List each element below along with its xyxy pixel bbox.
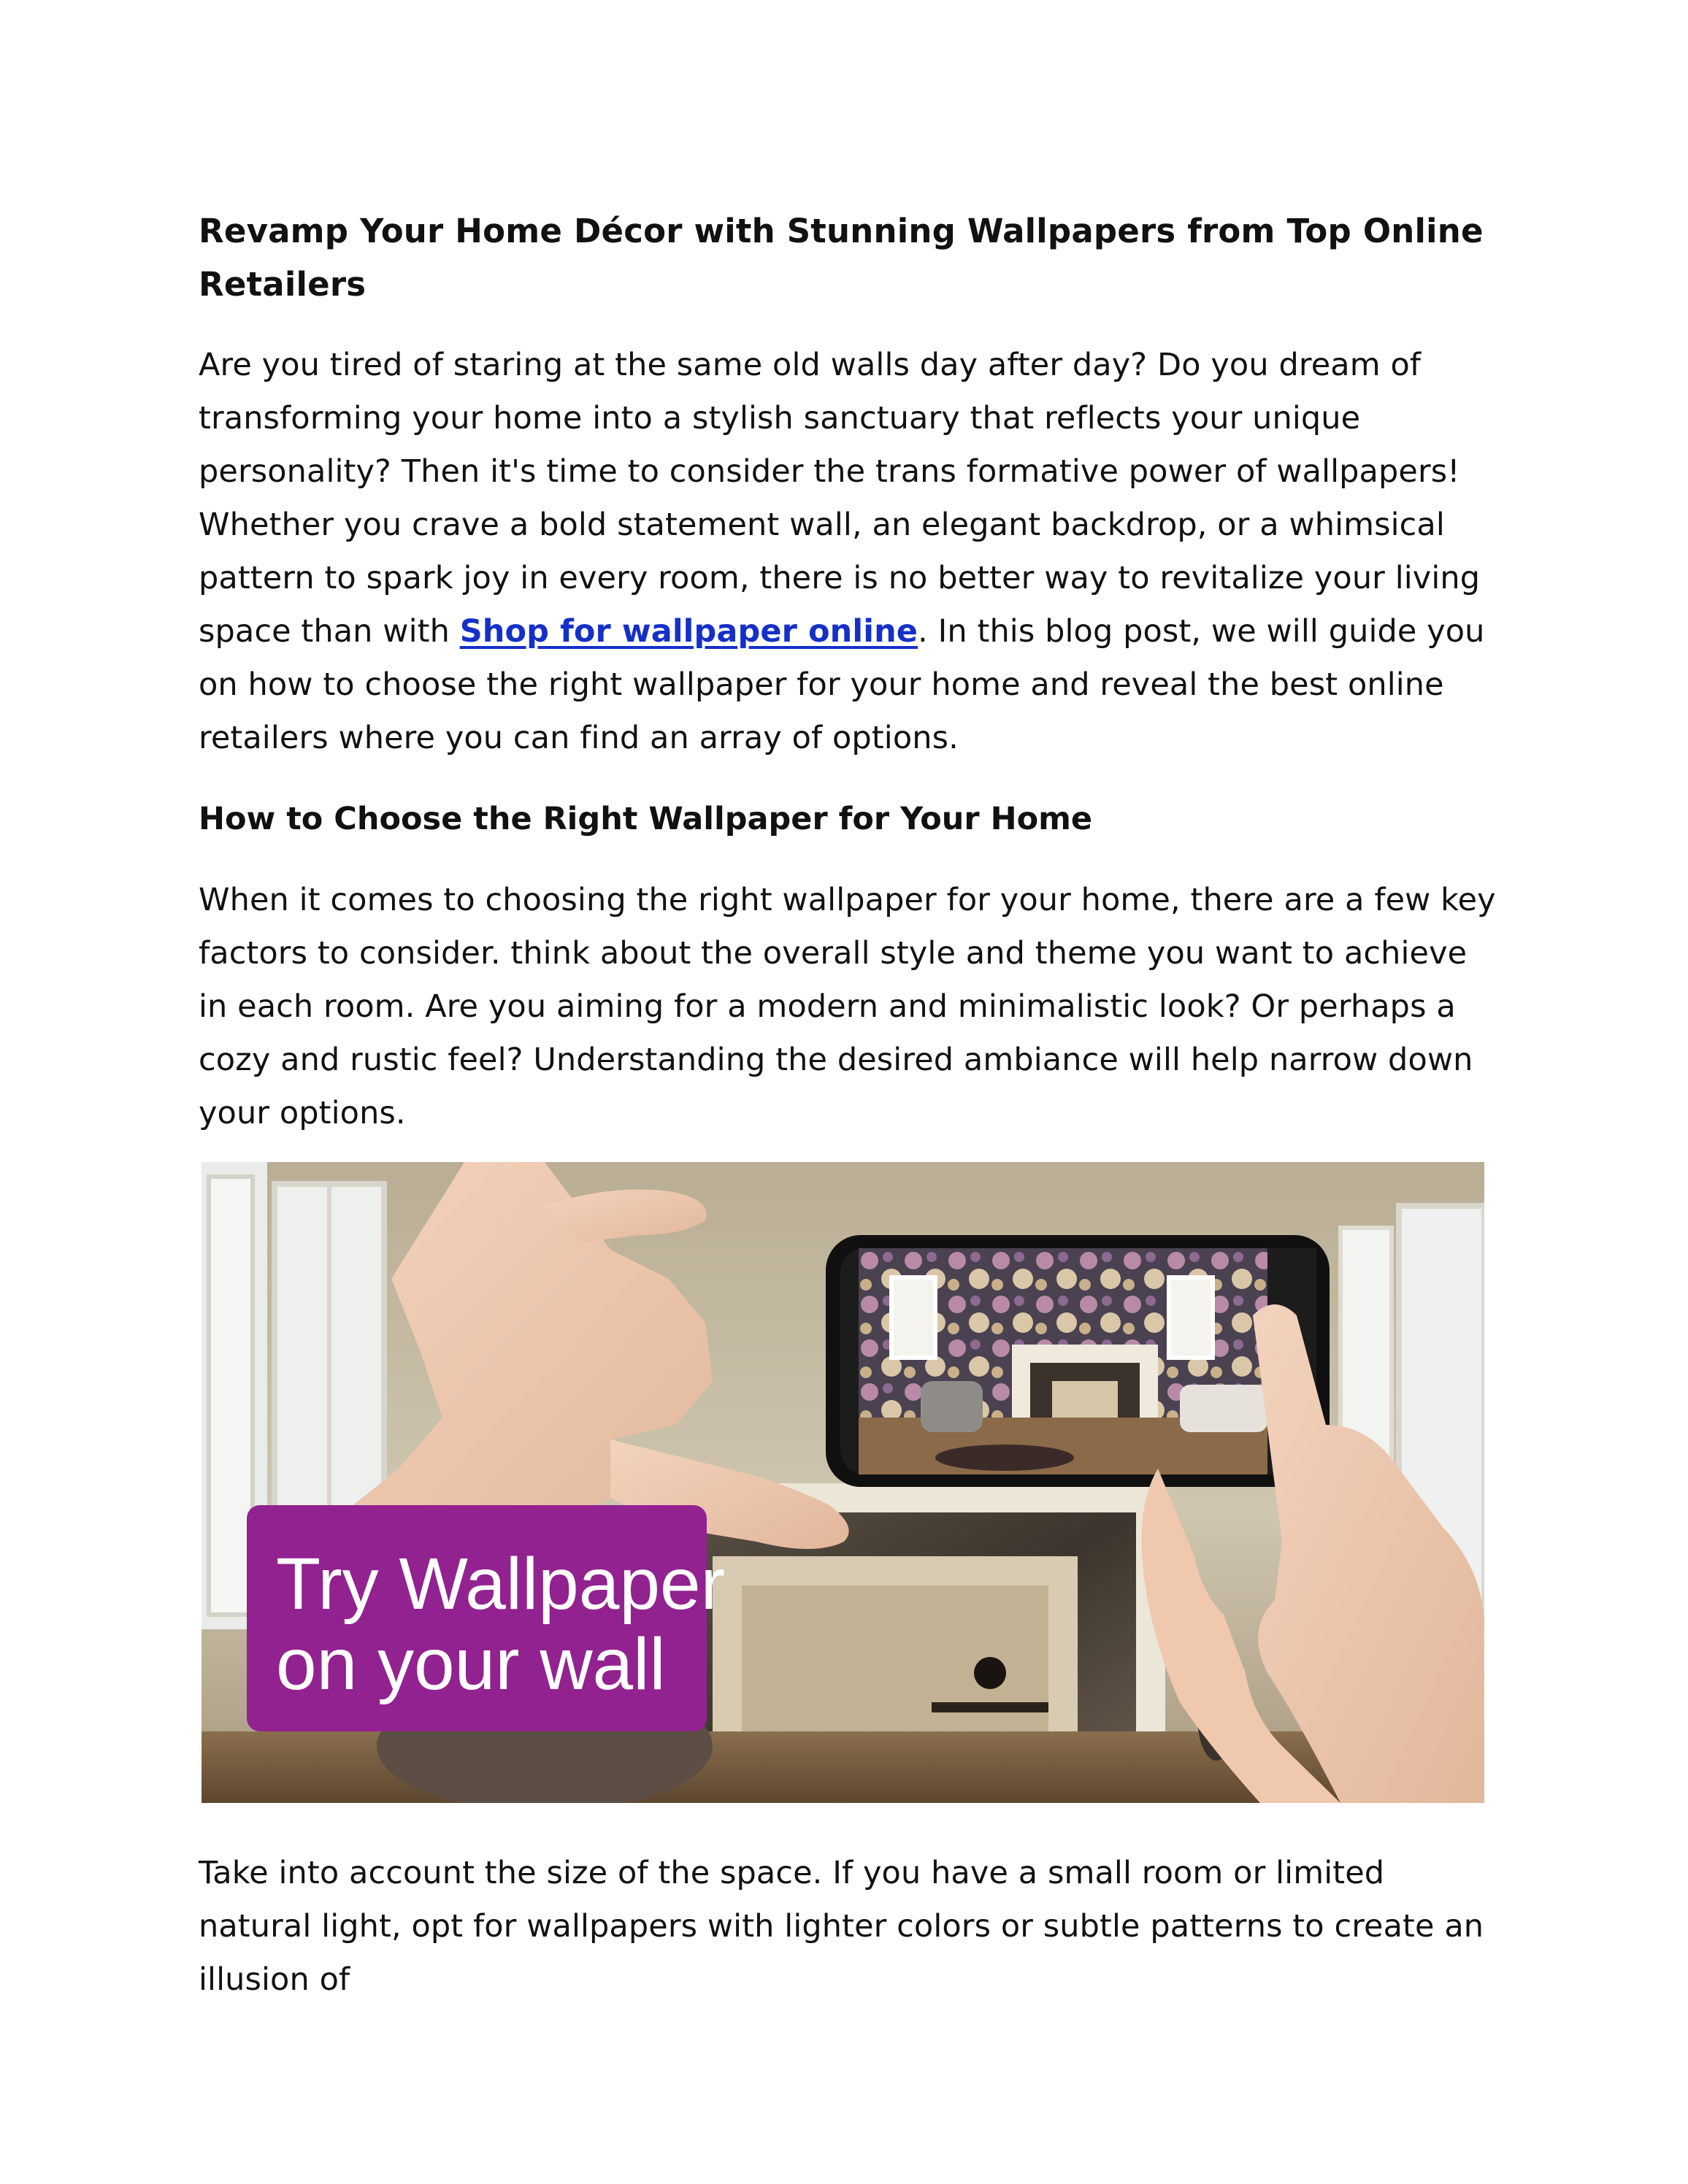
intro-text-after-link: . In this blog post, we will guide you on how to choose the right wallpaper for your home and reveal the best online retailers where you can find an array of options.	[199, 613, 1485, 756]
room-scene-illustration	[202, 1162, 1484, 1803]
cta-line-2: on your wall	[276, 1623, 666, 1705]
section-heading: How to Choose the Right Wallpaper for Your Home	[199, 801, 1093, 837]
document-page	[199, 204, 1498, 2007]
paragraph-room-size: Take into account the size of the space. If you have a small room or limited natural light, opt for wallpapers with lighter colors or subtle patterns to create an illusion of	[199, 1855, 1484, 1998]
shop-wallpaper-link[interactable]: Shop for wallpaper online	[459, 613, 918, 650]
paragraph-choose-wallpaper: When it comes to choosing the right wallpaper for your home, there are a few key factors to consider. think about the overall style and theme you want to achieve in each room. Are you aiming for a modern and minimalistic look? Or perhaps a cozy and rustic feel? Understanding the desired ambiance will help narrow down your options.	[199, 882, 1496, 1131]
intro-paragraph	[199, 339, 1498, 765]
article-title: Revamp Your Home Décor with Stunning Wallpapers from Top Online Retailers	[199, 212, 1484, 304]
cta-line-1: Try Wallpaper	[276, 1543, 725, 1625]
intro-text-before-link: Are you tired of staring at the same old walls day after day? Do you dream of transforming your home into a stylish sanctuary that reflects your unique personality? Then it's time to consider the trans formative power of wallpapers! Whether you crave a bold statement wall, an elegant backdrop, or a whimsical pattern to spark joy in every room, there is no better way to revitalize your living space than with	[199, 347, 1481, 650]
wallpaper-app-photo	[202, 1162, 1484, 1803]
